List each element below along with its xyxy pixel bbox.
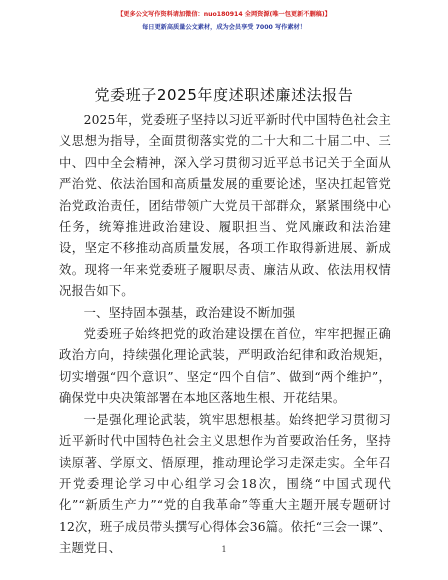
paragraph-intro: 2025年，党委班子坚持以习近平新时代中国特色社会主义思想为指导，全面贯彻落实党的二十大和二十届二中、三中、四中全会精神，深入学习贯彻习近平总书记关于全面从严治党、依法治国和高质量发展的重要论述，坚决扛起管党治党政治责任，团结带领广大党员干部群众，紧紧围绕中心任务，统筹推进政治建设、履职担当、党风廉政和法治建设，坚定不移推动高质量发展，各项工作取得新进展、新成效。现将一年来党委班子履职尽责、廉洁从政、依法用权情况报告如下。 (59, 113, 391, 299)
document-body (59, 110, 391, 560)
promo-line-2: 每日更新高质量公文素材，成为会员享受 7000 写作素材！ (142, 24, 306, 31)
paragraph-theory: 一是强化理论武装，筑牢思想根基。始终把学习贯彻习近平新时代中国特色社会主义思想作为首要政治任务，坚持读原著、学原文、悟原理，推动理论学习走深走实。全年召开党委理论学习中心组学习会18次，围绕“中国式现代化”“新质生产力”“党的自我革命”等重大主题开展专题研讨12次，班子成员带头撰写心得体会36篇。依托“三会一课”、主题党日、 (59, 412, 391, 556)
page-number: 1 (221, 545, 227, 554)
section-heading: 一、坚持固本强基，政治建设不断加强 (83, 305, 296, 320)
document-title: 党委班子2025年度述职述廉述法报告 (94, 86, 354, 104)
promo-line-1: 【更多公文写作资料请加微信：nuo180914 全网资源(唯一包更新不删稿)】 (117, 11, 331, 18)
promo-banner (0, 8, 448, 34)
paragraph-political: 党委班子始终把党的政治建设摆在首位，牢牢把握正确政治方向，持续强化理论武装，严明政治纪律和政治规矩，切实增强“四个意识”、坚定“四个自信”、做到“两个维护”，确保党中央决策部署在本地区落地生根、开花结果。 (59, 327, 391, 406)
